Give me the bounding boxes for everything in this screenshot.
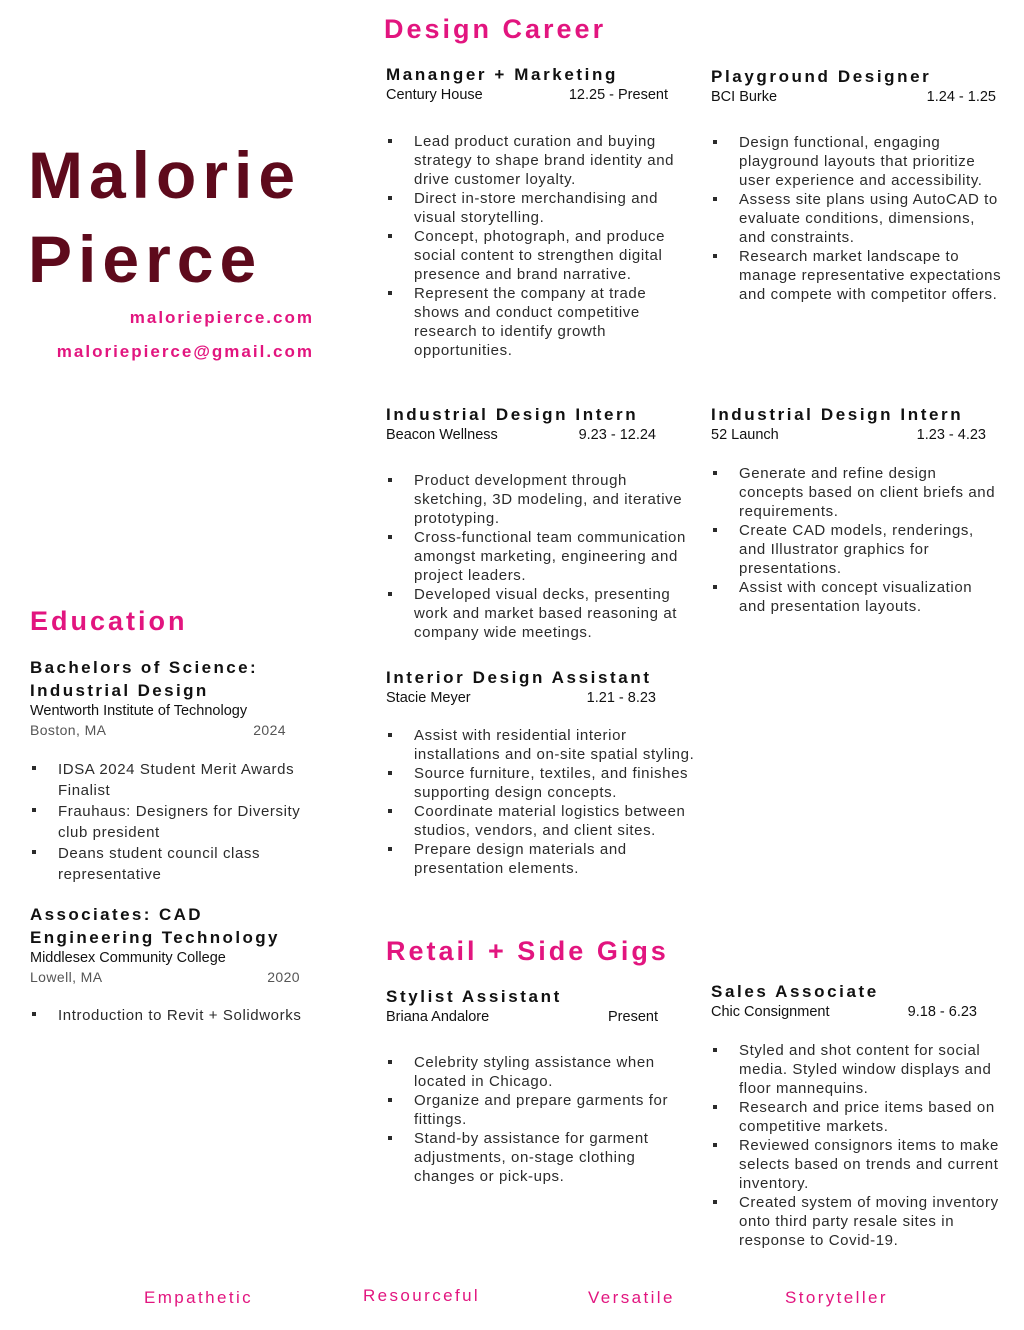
job-dates: 1.21 - 8.23 (586, 690, 656, 706)
list-item: Concept, photograph, and produce social content to strengthen digital presence and brand narrative. (386, 227, 692, 284)
design-career-heading: Design Career (384, 14, 607, 44)
list-item: Direct in-store merchandising and visual storytelling. (386, 189, 692, 227)
list-item: Source furniture, textiles, and finishes supporting design concepts. (386, 764, 696, 802)
job-meta (711, 1004, 977, 1020)
job-entry (711, 405, 986, 443)
education-bullets (30, 1005, 330, 1026)
list-item: Developed visual decks, presenting work and market based reasoning at company wide meetings. (386, 585, 692, 642)
job-dates: 9.23 - 12.24 (578, 427, 656, 443)
education-entry (30, 656, 286, 740)
degree-line: Engineering Technology (30, 928, 280, 947)
job-entry (386, 65, 668, 103)
job-bullets (386, 471, 692, 642)
list-item: Reviewed consignors items to make selects based on trends and current inventory. (711, 1136, 1005, 1193)
trait-label: Resourceful (363, 1286, 481, 1305)
degree-line: Industrial Design (30, 681, 209, 700)
list-item: Assess site plans using AutoCAD to evaluate conditions, dimensions, and constraints. (711, 190, 1003, 247)
school-name: Wentworth Institute of Technology (30, 703, 248, 719)
education-entry (30, 903, 300, 987)
list-item: Coordinate material logistics between studios, vendors, and client sites. (386, 802, 696, 840)
degree-line: Bachelors of Science: (30, 658, 259, 677)
job-bullets (386, 726, 696, 878)
job-bullets (711, 464, 997, 616)
job-company: Briana Andalore (386, 1009, 490, 1025)
degree-title (30, 656, 286, 702)
list-item: IDSA 2024 Student Merit Awards Finalist (30, 759, 316, 801)
list-item: Research and price items based on competitive markets. (711, 1098, 1005, 1136)
last-name: Pierce (28, 222, 263, 296)
job-dates: 12.25 - Present (568, 87, 668, 103)
list-item: Organize and prepare garments for fittings. (386, 1091, 682, 1129)
first-name: Malorie (28, 138, 302, 212)
education-bullets (30, 759, 316, 885)
list-item: Styled and shot content for social media. Styled window displays and floor mannequins. (711, 1041, 1005, 1098)
list-item: Assist with residential interior installations and on-site spatial styling. (386, 726, 696, 764)
job-title: Industrial Design Intern (386, 405, 639, 424)
list-item: Generate and refine design concepts based on client briefs and requirements. (711, 464, 997, 521)
school-name: Middlesex Community College (30, 950, 226, 966)
retail-heading: Retail + Side Gigs (386, 936, 669, 966)
trait-label: Storyteller (785, 1288, 888, 1307)
job-meta (386, 1009, 658, 1025)
trait-label: Empathetic (144, 1288, 254, 1307)
education-heading: Education (30, 606, 188, 636)
job-title: Sales Associate (711, 982, 879, 1001)
job-title: Industrial Design Intern (711, 405, 964, 424)
list-item: Cross-functional team communication amongst marketing, engineering and project leaders. (386, 528, 692, 585)
job-bullets (711, 133, 1003, 304)
list-item: Create CAD models, renderings, and Illustrator graphics for presentations. (711, 521, 997, 578)
job-entry (386, 987, 658, 1025)
job-title: Playground Designer (711, 67, 932, 86)
degree-line: Associates: CAD (30, 905, 203, 924)
job-meta (386, 427, 656, 443)
job-company: 52 Launch (711, 427, 779, 443)
job-meta (711, 427, 986, 443)
list-item: Stand-by assistance for garment adjustments, on-stage clothing changes or pick-ups. (386, 1129, 682, 1186)
job-bullets (386, 1053, 682, 1186)
list-item: Research market landscape to manage representative expectations and compete with competitor offers. (711, 247, 1003, 304)
job-company: Stacie Meyer (386, 690, 471, 706)
website-link[interactable]: maloriepierce.com (129, 308, 314, 327)
job-title: Stylist Assistant (386, 987, 562, 1006)
job-company: Beacon Wellness (386, 427, 498, 443)
list-item: Product development through sketching, 3D modeling, and iterative prototyping. (386, 471, 692, 528)
job-meta (386, 690, 656, 706)
school-location: Boston, MA (30, 722, 107, 738)
graduation-year: 2024 (253, 722, 286, 738)
email-link[interactable]: maloriepierce@gmail.com (56, 342, 314, 361)
job-bullets (711, 1041, 1005, 1250)
job-dates: 9.18 - 6.23 (907, 1004, 977, 1020)
job-title: Interior Design Assistant (386, 668, 652, 687)
graduation-year: 2020 (267, 969, 300, 985)
job-company: BCI Burke (711, 89, 778, 105)
list-item: Created system of moving inventory onto third party resale sites in response to Covid-19. (711, 1193, 1005, 1250)
education-meta (30, 721, 286, 740)
job-bullets (386, 132, 692, 360)
job-entry (386, 668, 656, 706)
trait-label: Versatile (588, 1288, 675, 1307)
job-company: Century House (386, 87, 483, 103)
list-item: Represent the company at trade shows and conduct competitive research to identify growth opportunities. (386, 284, 692, 360)
job-dates: 1.23 - 4.23 (916, 427, 986, 443)
list-item: Frauhaus: Designers for Diversity club president (30, 801, 316, 843)
school-location: Lowell, MA (30, 969, 103, 985)
job-entry (386, 405, 656, 443)
list-item: Introduction to Revit + Solidworks (30, 1005, 330, 1026)
list-item: Lead product curation and buying strategy to shape brand identity and drive customer loyalty. (386, 132, 692, 189)
job-dates: Present (608, 1009, 658, 1025)
job-entry (711, 982, 977, 1020)
education-meta (30, 968, 300, 987)
job-meta (386, 87, 668, 103)
job-title: Mananger + Marketing (386, 65, 618, 84)
job-meta (711, 89, 996, 105)
list-item: Design functional, engaging playground layouts that prioritize user experience and accessibility. (711, 133, 1003, 190)
list-item: Celebrity styling assistance when located in Chicago. (386, 1053, 682, 1091)
list-item: Deans student council class representative (30, 843, 316, 885)
job-entry (711, 67, 996, 105)
list-item: Prepare design materials and presentation elements. (386, 840, 696, 878)
list-item: Assist with concept visualization and presentation layouts. (711, 578, 997, 616)
job-dates: 1.24 - 1.25 (926, 89, 996, 105)
job-company: Chic Consignment (711, 1004, 830, 1020)
name-block (28, 133, 301, 301)
degree-title (30, 903, 300, 949)
